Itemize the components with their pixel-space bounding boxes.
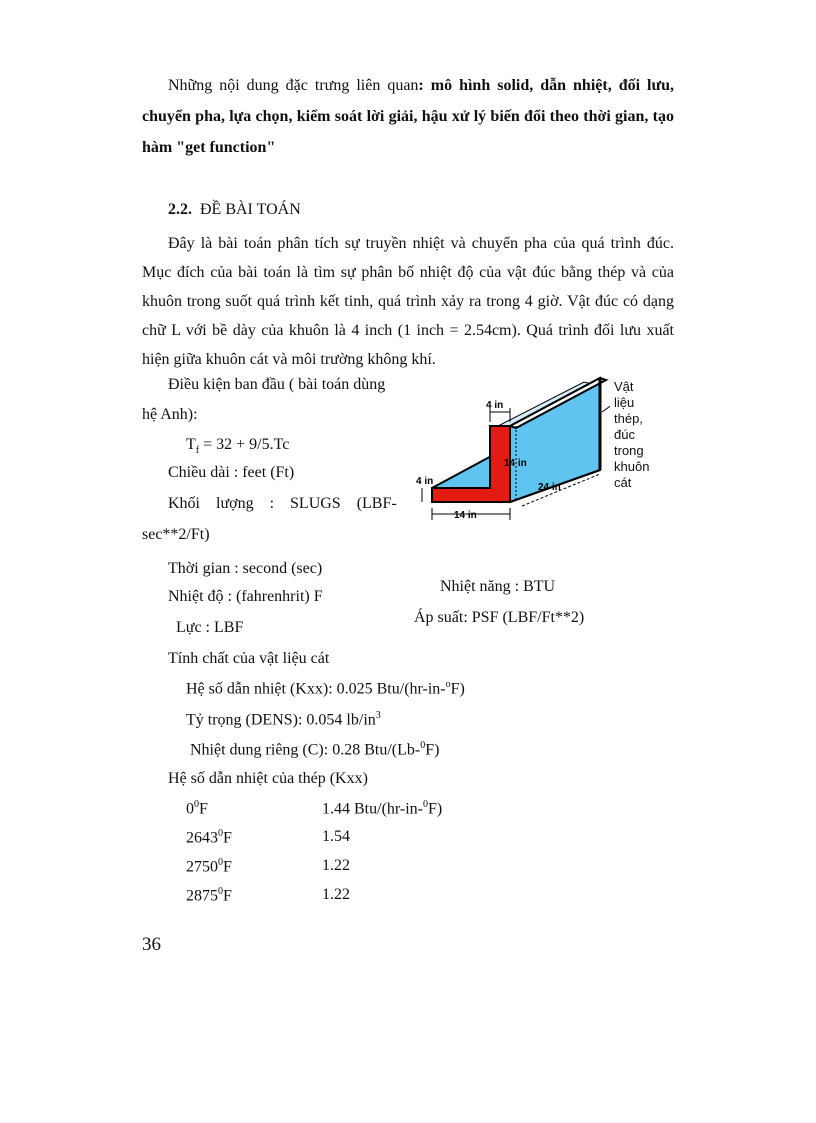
steel-l-section [432, 426, 510, 502]
sand-title: Tính chất của vật liệu cát [168, 650, 330, 667]
intro-paragraph [142, 70, 674, 163]
force-unit: Lực : LBF [176, 619, 244, 636]
length-unit: Chiều dài : feet (Ft) [168, 464, 295, 481]
intro-bold: : mô hình solid, dẫn nhiệt, đối lưu, chuyển pha, lựa chọn, kiểm soát lời giải, hậu xử lý biến đổi theo thời gian, tạo hàm "get function" [142, 77, 674, 156]
dim-depth-label: 24 in [538, 482, 561, 493]
sand-conductivity: Hệ số dẫn nhiệt (Kxx): 0.025 Btu/(hr-in-$^o$F) [186, 679, 465, 698]
section-title: ĐỀ BÀI TOÁN [200, 201, 301, 218]
heat-unit: Nhiệt năng : BTU [440, 578, 556, 595]
page-number: 36 [142, 934, 161, 955]
steel-row: 2750$^0$F 1.22 [186, 857, 350, 876]
initial-line1: Điều kiện ban đầu ( bài toán dùng [168, 376, 386, 393]
intro-lead: Những nội dung đặc trưng liên quan [168, 77, 419, 94]
dim-bottom-label: 14 in [454, 510, 477, 521]
section-heading [168, 201, 301, 219]
dim-top-label: 4 in [486, 400, 504, 411]
problem-text: Đây là bài toán phân tích sự truyền nhiệt và chuyển pha của quá trình đúc. Mục đích của bài toán là tìm sự phân bố nhiệt độ của vật đúc bằng thép và của khuôn trong suốt quá trình kết tinh, quá trình xảy ra trong 4 giờ. Vật đúc có dạng chữ L với bề dày của khuôn là 4 inch (1 inch = 2.54cm). Quá trình đối lưu xuất hiện giữa khuôn cát và môi trường không khí. [142, 235, 674, 368]
mass-unit-b: sec**2/Ft) [142, 526, 210, 543]
initial-line2: hệ Anh): [142, 406, 198, 423]
mass-unit-a: Khối lượng : SLUGS (LBF- [168, 495, 397, 512]
pressure-unit: Áp suất: PSF (LBF/Ft**2) [414, 609, 585, 626]
l-shape-casting-figure [414, 374, 610, 522]
steel-row: 2875$^0$F 1.22 [186, 886, 350, 905]
figure-note: Vật liệu thép, đúc trong khuôn cát [614, 379, 650, 490]
time-unit: Thời gian : second (sec) [168, 560, 323, 577]
temperature-unit: Nhiệt độ : (fahrenhrit) F [168, 588, 323, 605]
dim-left-label: 4 in [416, 476, 434, 487]
sand-specific-heat: Nhiệt dung riêng (C): 0.28 Btu/(Lb-$^0$F) [190, 740, 440, 759]
steel-row: $0^0F$ 1.44 Btu/(hr-in-$^0$F) [186, 799, 443, 818]
problem-paragraph [142, 229, 674, 374]
steel-row: 2643$^0$F 1.54 [186, 828, 350, 847]
steel-title: Hệ số dẫn nhiệt của thép (Kxx) [168, 770, 368, 787]
sand-density: Tỷ trọng (DENS): 0.054 $lb/in^3$ [186, 710, 381, 729]
dim-height-label: 14 in [504, 458, 527, 469]
temp-formula: $T_f = 32 + 9/5.Tc$ [186, 436, 290, 457]
section-number: 2.2. [168, 201, 192, 218]
